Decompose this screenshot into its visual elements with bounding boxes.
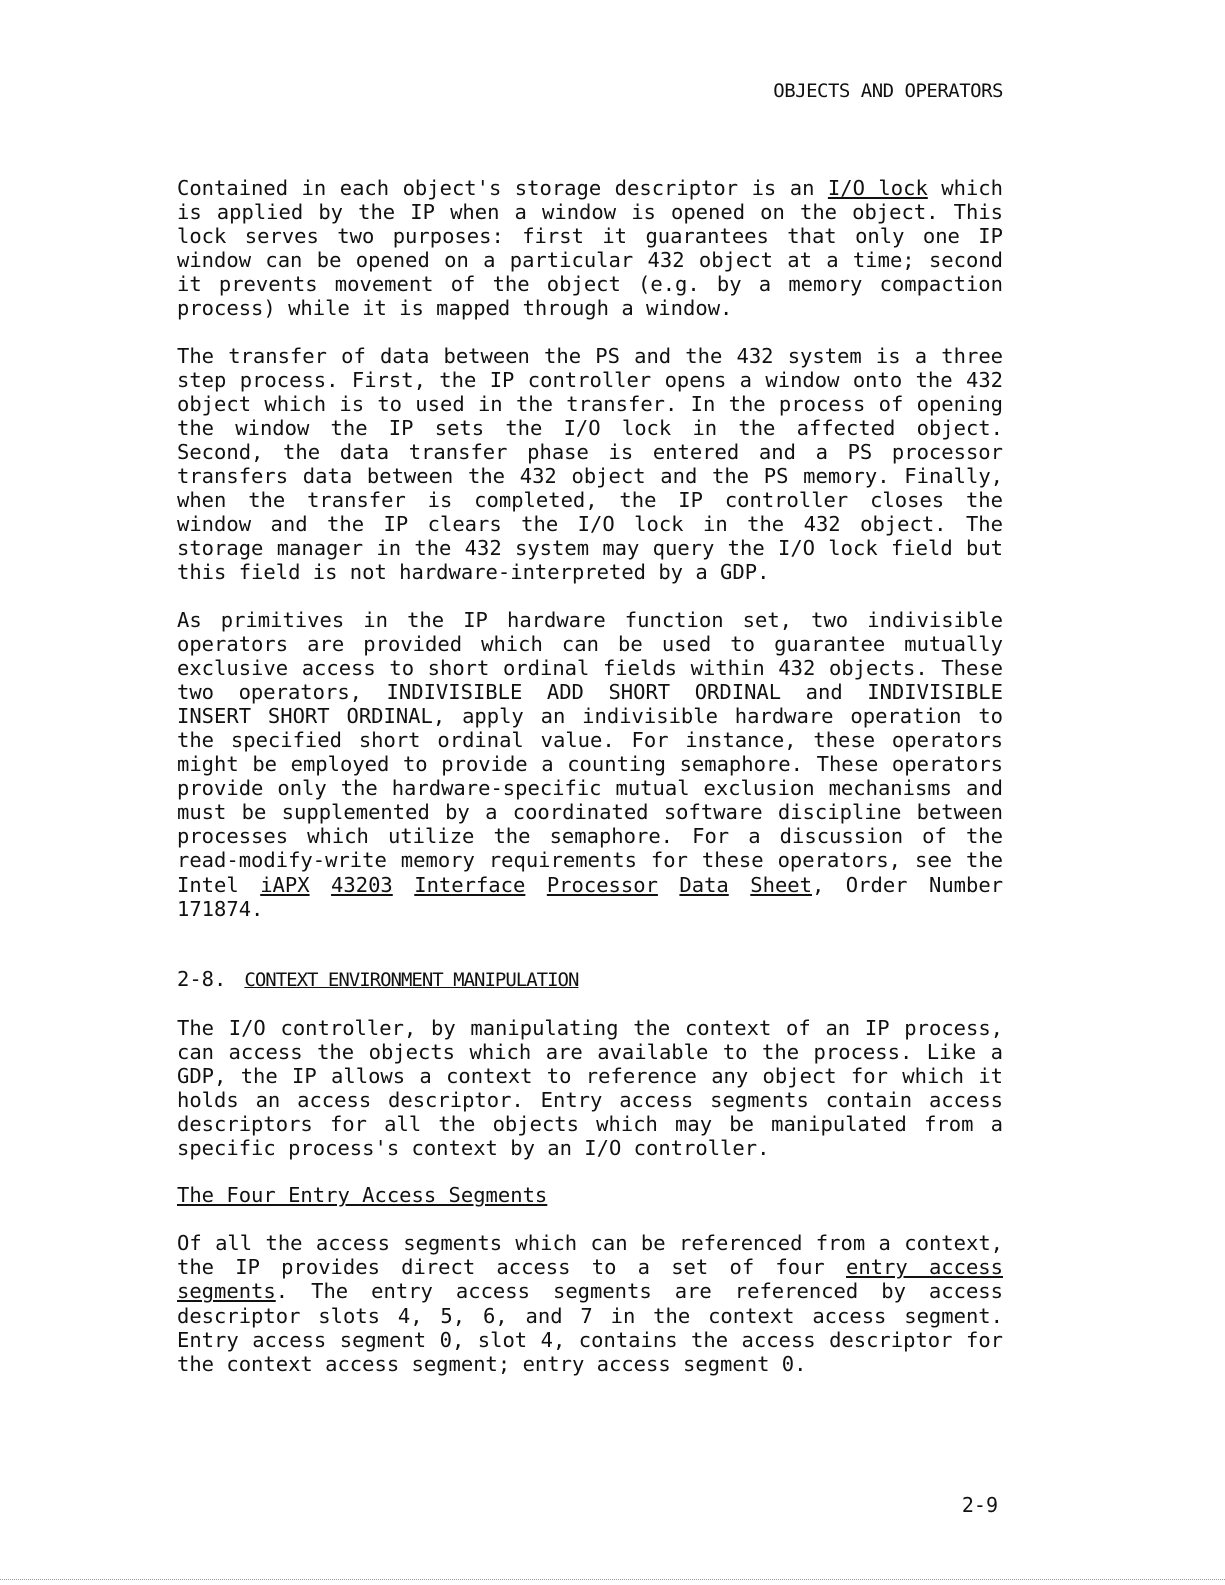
section-heading — [177, 967, 1003, 992]
page-number: 2-9 — [961, 1493, 998, 1517]
term-entry-access-segments: entry access segments — [177, 1255, 1003, 1304]
paragraph-entry-text-a: Of all the access segments which can be referenced from a context, the IP provides direct access to a set of four — [177, 1231, 1003, 1280]
paragraph-entry-access-segments — [177, 1231, 1003, 1376]
space — [525, 873, 546, 897]
space — [393, 873, 414, 897]
body-text — [177, 176, 1003, 1376]
datasheet-title-word: Data — [679, 872, 729, 897]
section-title: CONTEXT ENVIRONMENT MANIPULATION — [244, 968, 579, 991]
sub-heading: The Four Entry Access Segments — [177, 1183, 548, 1208]
page-bottom-rule — [0, 1579, 1225, 1580]
space — [310, 873, 331, 897]
datasheet-title-word: iAPX — [260, 872, 310, 897]
paragraph-data-transfer: The transfer of data between the PS and the 432 system is a three step process. First, the IP controller opens a window onto the 432 object which is to used in the transfer. In the process of opening the window the IP sets the I/O lock in the affected object. Second, the data transfer phase is entered and a PS processor transfers data between the 432 object and the PS memory. Finally, when the transfer is completed, the IP controller closes the window and the IP clears the I/O lock in the 432 object. The storage manager in the 432 system may query the I/O lock field but this field is not hardware-interpreted by a GDP. — [177, 343, 1003, 585]
paragraph-indivisible-text-b: , Order Number 171874. — [177, 872, 1004, 921]
running-head: OBJECTS AND OPERATORS — [773, 80, 1003, 102]
paragraph-indivisible-text-a: As primitives in the IP hardware function set, two indivisible operators are provided which can be used to guarantee mutually exclusive access to short ordinal fields within 432 objects. These two operators, INDIVISIBLE ADD SHORT ORDINAL and INDIVISIBLE INSERT SHORT ORDINAL, apply an indivisible hardware operation to the specified short ordinal value. For instance, these operators might be employed to provide a counting semaphore. These operators provide only the hardware-specific mutual exclusion mechanisms and must be supplemented by a coordinated software discipline between processes which utilize the semaphore. For a discussion of the read-modify-write memory requirements for these operators, see the Intel — [177, 607, 1003, 897]
paragraph-entry-text-b: . The entry access segments are referenced by access descriptor slots 4, 5, 6, and 7 in the context access segment. Entry access segment 0, slot 4, contains the access descriptor for the context access segment; entry access segment 0. — [177, 1279, 1003, 1376]
paragraph-indivisible-operators — [177, 608, 1003, 921]
datasheet-title-word: Interface — [414, 872, 526, 897]
datasheet-title-word: 43203 — [331, 872, 393, 897]
space — [729, 873, 750, 897]
datasheet-title-word: Sheet — [750, 872, 812, 897]
paragraph-io-lock-text-b: which is applied by the IP when a window is opened on the object. This lock serves two purposes: first it guarantees that only one IP window can be opened on a particular 432 object at a time; second it prevents movement of the object (e.g. by a memory compaction process) while it is mapped through a window. — [177, 176, 1003, 321]
space — [658, 873, 679, 897]
term-io-lock: I/O lock — [827, 176, 928, 200]
paragraph-io-lock — [177, 176, 1003, 321]
section-number: 2-8. — [177, 966, 227, 991]
paragraph-context-manipulation: The I/O controller, by manipulating the context of an IP process, can access the objects which are available to the process. Like a GDP, the IP allows a context to reference any object for which it holds an access descriptor. Entry access segments contain access descriptors for all the objects which may be manipulated from a specific process's context by an I/O controller. — [177, 1015, 1003, 1161]
paragraph-io-lock-text-a: Contained in each object's storage descriptor is an — [177, 176, 828, 200]
datasheet-title-word: Processor — [546, 872, 658, 897]
